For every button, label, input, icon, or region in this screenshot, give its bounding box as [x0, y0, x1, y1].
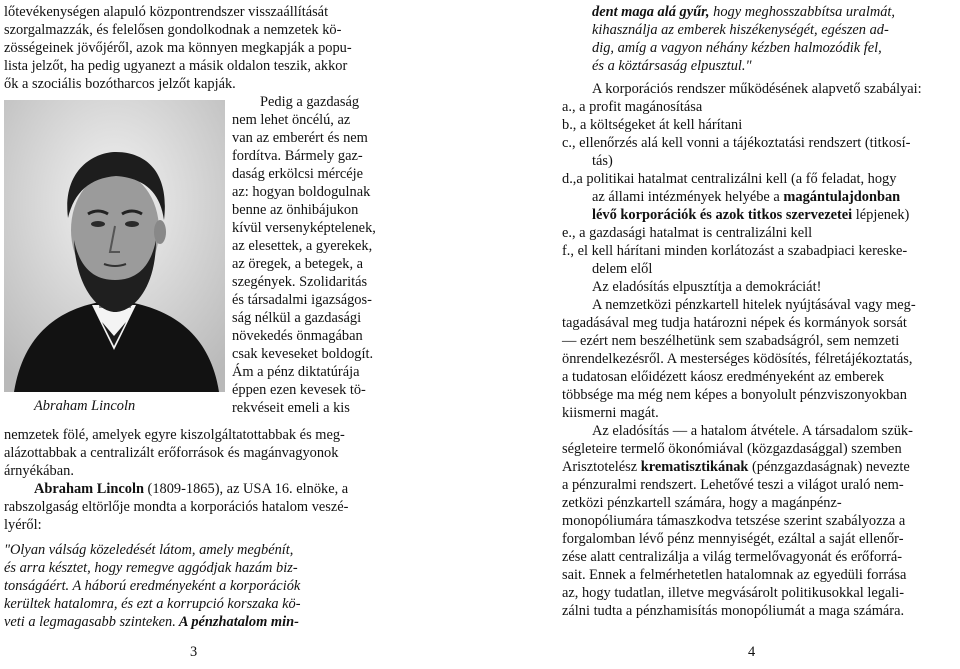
text-line: Pedig a gazdaság	[260, 94, 360, 110]
text-span: Arisztotelész	[562, 459, 641, 475]
democracy-line: Az eladósítás elpusztítja a demokráciát!	[592, 279, 822, 295]
quote-line: "Olyan válság közeledését látom, amely megbénít,	[4, 542, 294, 558]
lincoln-portrait	[4, 100, 225, 392]
text-line: tagadásával meg tudja határozni népek és kormányok sorsát	[562, 315, 907, 331]
text-line	[562, 458, 958, 476]
lincoln-name: Abraham Lincoln	[34, 481, 144, 497]
text-line: ők a szociális bozótharcos jelzőt kapják.	[4, 76, 236, 92]
text-line: zálni tudta a pénzhamisítás monopóliumát a maga számára.	[562, 603, 905, 619]
lincoln-intro-line	[4, 480, 382, 498]
text-line: kiismerni magát.	[562, 405, 659, 421]
quote-line: és a köztársaság elpusztul."	[592, 58, 752, 74]
text-span: veti a legmagasabb szinteken.	[4, 614, 176, 630]
text-line: az öregek, a betegek, a	[232, 256, 364, 272]
text-line: rabszolgaság eltörlője mondta a korporációs hatalom veszé-	[4, 499, 349, 515]
text-line: monopóliumára támaszkodva tetszése szerint szabályozza a	[562, 513, 906, 529]
text-span: lépjenek)	[852, 207, 910, 223]
text-line: Az eladósítás — a hatalom átvétele. A társadalom szük-	[592, 423, 913, 439]
left-top-paragraph	[4, 3, 382, 93]
quote-line: kerültek hatalomra, és ezt a korrupció korszaka kö-	[4, 596, 301, 612]
text-line: zése alatt centralizálja a világ termelővagyonát és erőforrá-	[562, 549, 902, 565]
text-line: Ám a pénz diktatúrája	[232, 364, 360, 380]
text-line: nemzetek fölé, amelyek egyre kiszolgáltatottabbak és meg-	[4, 427, 345, 443]
text-span: hogy meghosszabbítsa uralmát,	[709, 4, 896, 20]
paragraph-1	[562, 296, 958, 422]
text-line: kívül versenyképtelenek,	[232, 220, 376, 236]
right-content	[562, 3, 958, 620]
rule-item: a., a profit magánosítása	[562, 99, 703, 115]
text-line: lyéről:	[4, 517, 42, 533]
text-line: az: hogyan boldogulnak	[232, 184, 371, 200]
side-paragraph	[232, 93, 384, 417]
text-line: fordítva. Bármely gaz-	[232, 148, 363, 164]
text-span-bold: krematisztikának	[640, 459, 749, 475]
quote-line	[4, 613, 382, 631]
text-line: van az emberért és nem	[232, 130, 368, 146]
left-page	[0, 0, 385, 669]
text-line: szorgalmazzák, és felelősen gondolkodnak a nemzetek kö-	[4, 22, 342, 38]
rule-item: b., a költségeket át kell hárítani	[562, 117, 743, 133]
quote-line	[592, 3, 958, 21]
text-line: ság nélkül a gazdasági	[232, 310, 362, 326]
text-line: A nemzetközi pénzkartell hitelek nyújtásával vagy meg-	[592, 297, 916, 313]
rule-item	[562, 188, 958, 206]
text-line: a pénzuralmi rendszert. Lehetővé teszi a világot uraló nem-	[562, 477, 904, 493]
page-number: 3	[190, 644, 198, 660]
text-span-bold: dent maga alá gyűr,	[592, 4, 710, 20]
right-page	[562, 0, 960, 669]
rule-item: delem elől	[592, 261, 653, 277]
rule-item: d.,a politikai hatalmat centralizálni kell (a fő feladat, hogy	[562, 171, 897, 187]
text-span: (1809-1865), az USA 16. elnöke, a	[143, 481, 349, 497]
text-line: ségleteire termelő ökonómiával (közgazdasággal) szemben	[562, 441, 902, 457]
text-span-bold: magántulajdonban	[783, 189, 901, 205]
rule-item: c., ellenőrzés alá kell vonni a tájékoztatási rendszert (titkosí-	[562, 135, 911, 151]
rule-item: f., el kell hárítani minden korlátozást a szabadpiaci kereske-	[562, 243, 908, 259]
text-line: rekvéseit emeli a kis	[232, 400, 350, 416]
text-line: zösségeinek jövőjéről, azok ma könnyen megkapják a popu-	[4, 40, 352, 56]
rule-item: e., a gazdasági hatalmat is centralizálni kell	[562, 225, 813, 241]
lincoln-quote	[4, 541, 382, 631]
text-line: lőtevékenységen alapuló központrendszer visszaállítását	[4, 4, 329, 20]
quote-line: tonságáért. A háború eredményeként a korporációk	[4, 578, 301, 594]
text-line: alázottabbak a centralizált erőforrások és magánvagyonok	[4, 445, 339, 461]
rules-heading: A korporációs rendszer működésének alapvető szabályai:	[592, 81, 922, 97]
text-line: növekedés önmagában	[232, 328, 363, 344]
left-bottom-text	[4, 426, 382, 631]
rule-item	[562, 206, 958, 224]
text-line: zetközi pénzkartell számára, hogy a magánpénz-	[562, 495, 842, 511]
text-span: (pénzgazdaságnak) nevezte	[748, 459, 910, 475]
text-line: nem lehet öncélú, az	[232, 112, 351, 128]
text-line: éppen ezen kevesek tö-	[232, 382, 366, 398]
quote-line: dig, amíg a vagyon néhány kézben halmozódik fel,	[592, 40, 882, 56]
text-line: az elesettek, a gyerekek,	[232, 238, 373, 254]
text-line: — ezért nem beszélhetünk sem szabadságról, sem nemzeti	[562, 333, 900, 349]
photo-caption: Abraham Lincoln	[34, 398, 136, 414]
text-line: a tudatosan előidézett káosz eredményeként az emberek	[562, 369, 885, 385]
text-line: lista jelzőt, ha pedig ugyanezt a másik oldalon teszik, akkor	[4, 58, 348, 74]
page-number: 4	[748, 644, 756, 660]
text-line: önrendelkezésről. A mesterséges ködösítés, félretájékoztatás,	[562, 351, 913, 367]
quote-line: kihasználja az emberek hiszékenységét, egészen ad-	[592, 22, 889, 38]
text-line: többsége ma még nem képes a bonyolult pénzviszonyokban	[562, 387, 907, 403]
text-line: daság erkölcsi mércéje	[232, 166, 364, 182]
text-line: forgalomban lévő pénz mennyiségét, ezáltal a saját ellenőr-	[562, 531, 904, 547]
text-line: benne az önhibájukon	[232, 202, 359, 218]
text-line: sait. Ennek a felmérhetetlen hatalomnak az egyedüli forrása	[562, 567, 907, 583]
quote-line: és arra késztet, hogy remegve aggódjak hazám biz-	[4, 560, 298, 576]
text-line: csak keveseket boldogít.	[232, 346, 374, 362]
text-span: az állami intézmények helyébe a	[592, 189, 784, 205]
text-span-bold: A pénzhatalom min-	[175, 614, 299, 630]
text-line: és társadalmi igazságos-	[232, 292, 372, 308]
rule-item: tás)	[592, 153, 613, 169]
text-line: az, hogy tudatlan, illetve megvásárolt politikusokkal legali-	[562, 585, 905, 601]
quote-continuation	[562, 3, 958, 75]
text-line: szegények. Szolidaritás	[232, 274, 368, 290]
text-span-bold: lévő korporációk és azok titkos szervezetei	[592, 207, 853, 223]
text-line: árnyékában.	[4, 463, 74, 479]
paragraph-2	[562, 422, 958, 620]
